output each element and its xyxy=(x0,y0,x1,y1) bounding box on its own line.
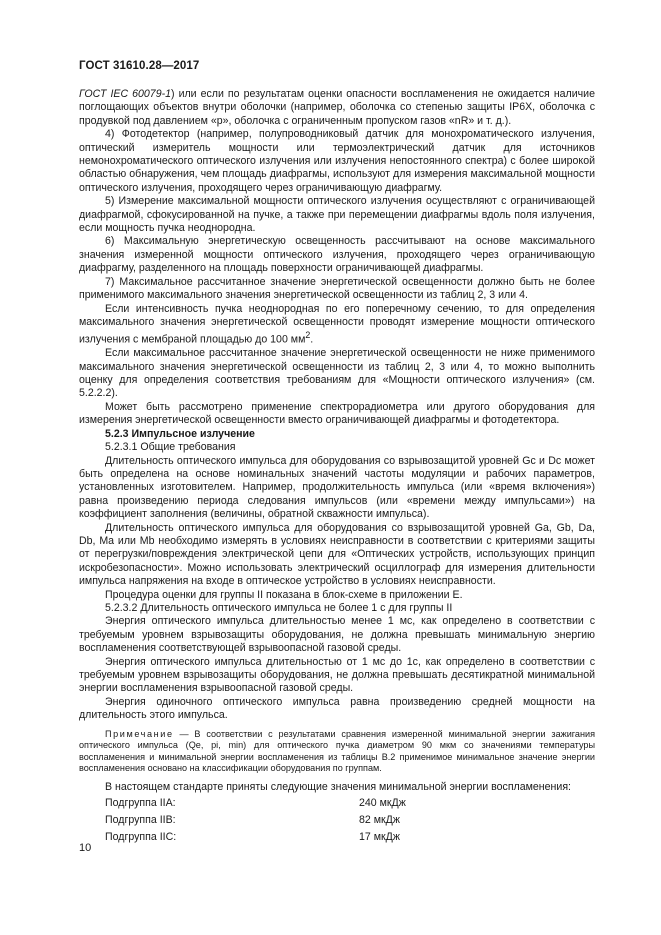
paragraph-energy-under-1ms: Энергия оптического импульса длительностью менее 1 мс, как определено в соответствии с требуемым уровнем взрывозащиты оборудования, не должна превышать минимальную энергию воспламенения соответствующей взрывоопасной газовой среды. xyxy=(79,615,595,655)
standard-header: ГОСТ 31610.28—2017 xyxy=(79,60,200,72)
paragraph-irradiance-limit: 7) Максимальное рассчитанное значение энергетической освещенности должно быть не более применимого максимального значения энергетической освещенности из таблиц 2, 3 или 4. xyxy=(79,275,595,302)
paragraph-spectroradiometer: Может быть рассмотрено применение спектрорадиометра или другого оборудования для измерения энергетической освещенности вместо ограничивающей диафрагмы и фотодетектора. xyxy=(79,400,595,427)
subgroup-label: Подгруппа IIB: xyxy=(105,813,176,826)
paragraph-min-ignition-energy: В настоящем стандарте приняты следующие значения минимальной энергии воспламенения: xyxy=(105,781,571,793)
section-heading-5-2-3: 5.2.3 Импульсное излучение xyxy=(105,427,255,440)
subgroup-value: 240 мкДж xyxy=(359,797,406,810)
paragraph-pulse-duration-gc-dc: Длительность оптического импульса для оборудования со взрывозащитой уровней Gc и Dc может быть определена на основе номинальных значений частоты модуляции и рабочих параметров, установленных изготовителем. Например, продолжительность импульса (или «время включения») равна произведению периода следования импульсов (или «времени между импульсами») на коэффициент заполнения (величины, обратной скважности импульса). xyxy=(79,454,595,521)
subgroup-value: 17 мкДж xyxy=(359,830,400,843)
paragraph-pulse-duration-ga-gb: Длительность оптического импульса для оборудования со взрывозащитой уровней Ga, Gb, Da, Db, Ma или Mb необходимо измерять в условиях неисправности в соответствии с критериями защиты от перегрузки/повреждения электрической цепи для «Оптических устройств, использующих принцип искробезопасности». Можно использовать электрический осциллограф для измерения длительности импульса напряжения на входе в оптическое устройство в условиях неисправности. xyxy=(79,521,595,588)
paragraph-power-measurement: 5) Измерение максимальной мощности оптического излучения осуществляют с ограничивающей диафрагмой, сфокусированной на пучке, а также при перемещении диафрагмы вдоль поля излучения, если мощность пучка неоднородна. xyxy=(79,195,595,235)
page-number: 10 xyxy=(79,842,92,854)
paragraph-nonuniform-beam: Если интенсивность пучка неоднородная по его поперечному сечению, то для определения максимального значения энергетической освещенности проводят измерение мощности оптического излучения с мембраной площадью до 100 $мм^2$. xyxy=(79,302,595,346)
paragraph-procedure-group-ii: Процедура оценки для группы II показана в блок-схеме в приложении Е. xyxy=(105,588,463,601)
paragraph-single-pulse-energy: Энергия одиночного оптического импульса равна произведению средней мощности на длительность этого импульса. xyxy=(79,695,595,722)
body-text xyxy=(79,88,595,846)
paragraph-assessment: Если максимальное рассчитанное значение энергетической освещенности не ниже применимого максимального значения энергетической освещенности из таблиц 2, 3 или 4, то можно выполнить оценку для определения соответствия требованиям для «Мощности оптического излучения» (см. 5.2.2.2). xyxy=(79,347,595,400)
note: Примечание — В соответствии с результатами сравнения измеренной минимальной энергии зажигания оптического импульса (Qe, pi, min) для оптического пучка диаметром 90 мкм со значениями температуры воспламенения и минимальной энергии воспламенения из таблицы В.2 применимое минимальное значение энергии воспламенения основано на классификации оборудования по группам. xyxy=(79,728,595,774)
subsection-heading-5-2-3-2: 5.2.3.2 Длительность оптического импульса не более 1 с для группы II xyxy=(105,601,453,614)
subgroup-row xyxy=(79,812,595,829)
subgroup-label: Подгруппа IIC: xyxy=(105,830,177,843)
paragraph-photodetector: 4) Фотодетектор (например, полупроводниковый датчик для монохроматического излучения, оптический измеритель мощности или термоэлектрический датчик для источников немонохроматического оптического излучения или излучения непостоянного спектра) с более широкой областью обнаружения, чем площадь диафрагмы, используют для измерения максимальной мощности оптического излучения, проходящего через ограничивающую диафрагму. xyxy=(79,128,595,194)
subsection-heading-5-2-3-1: 5.2.3.1 Общие требования xyxy=(105,441,236,454)
paragraph-irradiance-calc: 6) Максимальную энергетическую освещенность рассчитывают на основе максимального значения измеренной мощности оптического излучения, проходящего через ограничивающую диафрагму, разделенного на площадь поверхности ограничивающей диафрагмы. xyxy=(79,235,595,275)
note-label: Примечание xyxy=(105,728,174,739)
subgroup-row xyxy=(79,795,595,812)
paragraph-energy-1ms-1s: Энергия оптического импульса длительностью от 1 мс до 1с, как определено в соответствии с требуемым уровнем взрывозащиты оборудования, не должна превышать десятикратной минимальной энергии воспламенения взрывоопасной газовой среды. xyxy=(79,655,595,695)
subgroup-row xyxy=(79,829,595,846)
standard-reference: ГОСТ IEC 60079-1 xyxy=(79,88,172,100)
subgroup-list xyxy=(79,795,595,845)
paragraph-standard-ref: ГОСТ IEC 60079-1) или если по результатам оценки опасности воспламенения не ожидается наличие поглощающих объектов внутри оболочки (например, оболочка со степенью защиты IP6X, оболочка с продувкой под давлением «р», оболочка с ограниченным пропуском газов «nR» и т. д.). xyxy=(79,88,595,127)
subgroup-value: 82 мкДж xyxy=(359,813,400,826)
subgroup-label: Подгруппа IIA: xyxy=(105,797,176,810)
